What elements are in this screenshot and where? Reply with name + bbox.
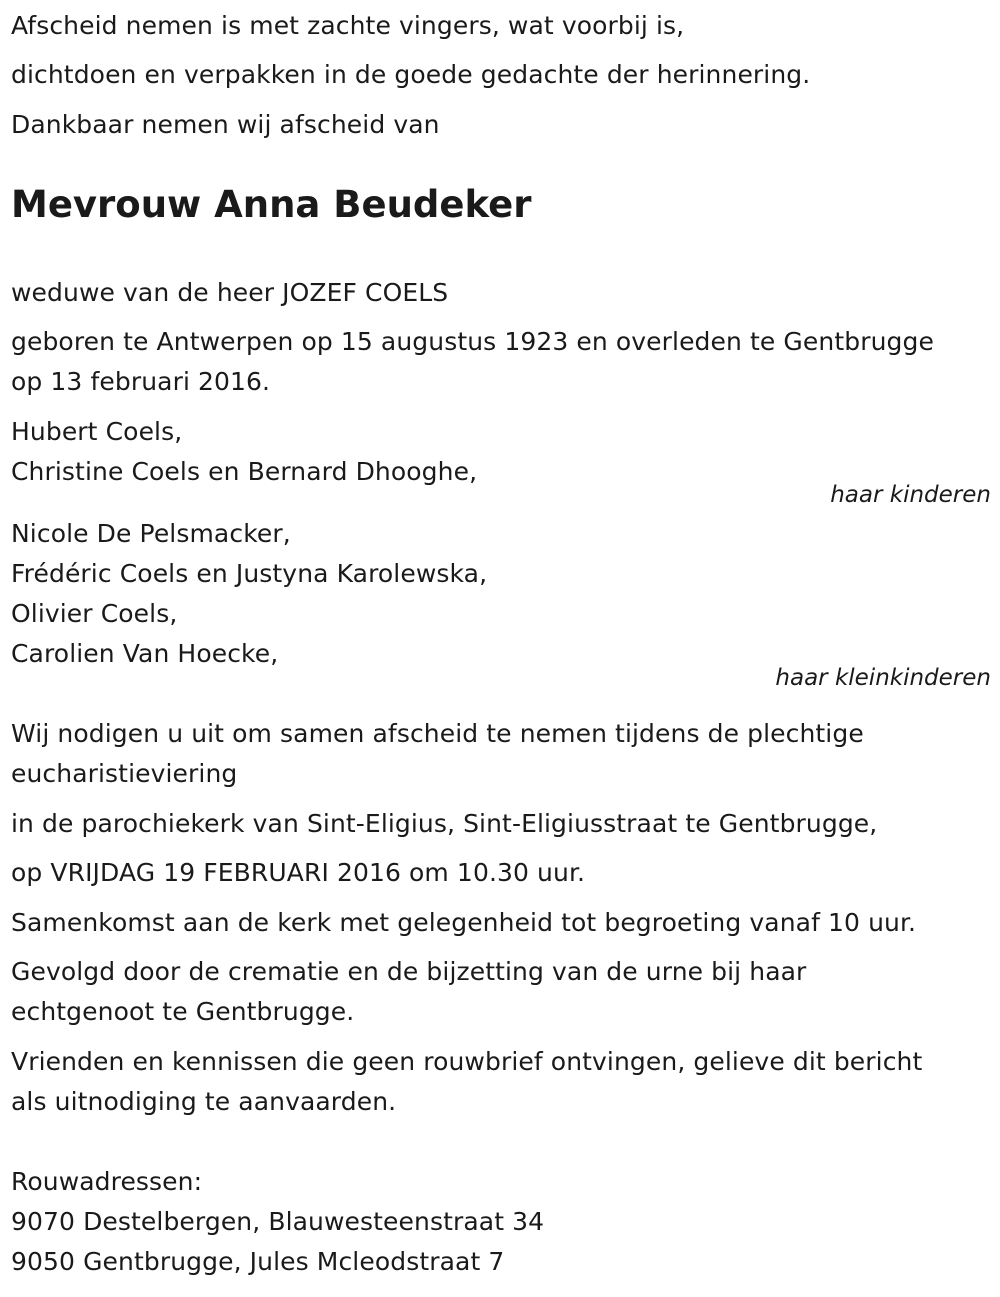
widow-of-line: weduwe van de heer JOZEF COELS: [11, 278, 449, 307]
grandchild-name: Carolien Van Hoecke,: [11, 639, 279, 668]
child-name: Hubert Coels,: [11, 417, 183, 446]
followed-line-1: Gevolgd door de crematie en de bijzetting van de urne bij haar: [11, 957, 807, 986]
address-line: 9050 Gentbrugge, Jules Mcleodstraat 7: [11, 1247, 505, 1276]
quote-line-1: Afscheid nemen is met zachte vingers, wat voorbij is,: [11, 11, 685, 40]
gathering-line: Samenkomst aan de kerk met gelegenheid tot begroeting vanaf 10 uur.: [11, 908, 917, 937]
grandchild-name: Nicole De Pelsmacker,: [11, 519, 291, 548]
quote-line-2: dichtdoen en verpakken in de goede gedachte der herinnering.: [11, 60, 811, 89]
child-name: Christine Coels en Bernard Dhooghe,: [11, 457, 478, 486]
invite-line-1: Wij nodigen u uit om samen afscheid te nemen tijdens de plechtige: [11, 719, 864, 748]
church-location: in de parochiekerk van Sint-Eligius, Sint-Eligiusstraat te Gentbrugge,: [11, 809, 878, 838]
born-line-2: op 13 februari 2016.: [11, 367, 271, 396]
grandchildren-role-label: haar kleinkinderen: [775, 665, 991, 691]
addresses-heading: Rouwadressen:: [11, 1167, 203, 1196]
ceremony-date: op VRIJDAG 19 FEBRUARI 2016 om 10.30 uur.: [11, 858, 586, 887]
deceased-name: Mevrouw Anna Beudeker: [11, 183, 532, 226]
friends-line-1: Vrienden en kennissen die geen rouwbrief ontvingen, gelieve dit bericht: [11, 1047, 923, 1076]
grandchild-name: Olivier Coels,: [11, 599, 178, 628]
friends-line-2: als uitnodiging te aanvaarden.: [11, 1087, 397, 1116]
dankbaar-line: Dankbaar nemen wij afscheid van: [11, 110, 440, 139]
address-line: 9070 Destelbergen, Blauwesteenstraat 34: [11, 1207, 545, 1236]
grandchild-name: Frédéric Coels en Justyna Karolewska,: [11, 559, 488, 588]
followed-line-2: echtgenoot te Gentbrugge.: [11, 997, 355, 1026]
children-role-label: haar kinderen: [830, 482, 991, 508]
born-line-1: geboren te Antwerpen op 15 augustus 1923 en overleden te Gentbrugge: [11, 327, 934, 356]
invite-line-2: eucharistieviering: [11, 759, 238, 788]
